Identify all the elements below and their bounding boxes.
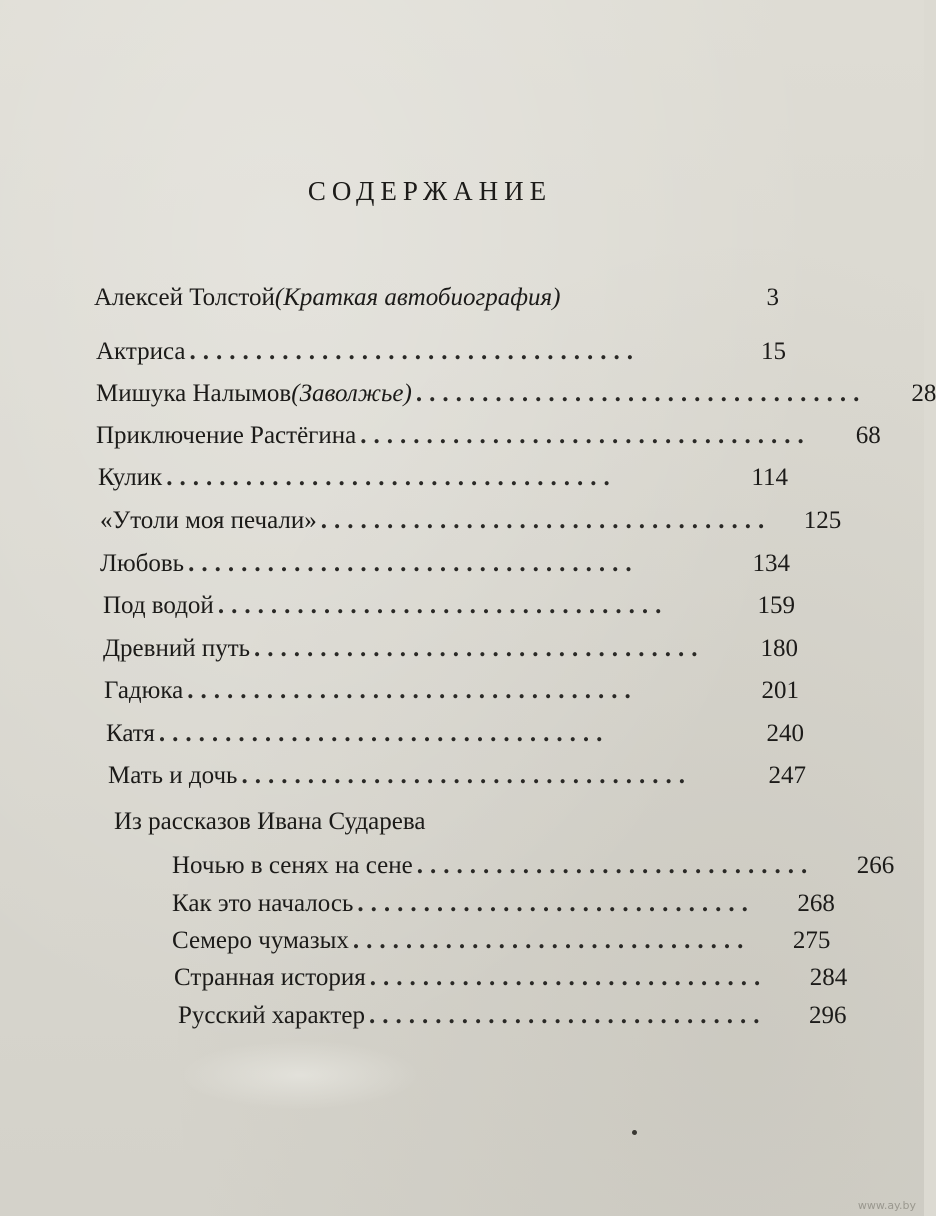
page-number: 247 — [768, 762, 806, 789]
page-number: 159 — [757, 592, 795, 619]
dot-leader: .............................. — [416, 852, 815, 879]
dot-leader: .................................. — [187, 677, 638, 704]
page-number: 268 — [797, 890, 835, 917]
toc-entry — [106, 720, 804, 754]
dot-leader: .................................. — [360, 422, 811, 449]
toc-entry — [96, 380, 936, 414]
entry-title: Гадюка — [104, 677, 184, 704]
dot-leader: .............................. — [352, 927, 751, 954]
entry-title: Семеро чумазых — [172, 927, 349, 954]
page-number: 284 — [809, 964, 848, 991]
page-number: 266 — [856, 852, 895, 879]
page-number: 68 — [855, 422, 881, 449]
toc-subentry — [172, 927, 831, 961]
toc-subentry — [172, 890, 835, 924]
entry-title: Катя — [106, 720, 155, 747]
entry-title: Странная история — [174, 964, 366, 991]
entry-title: Древний путь — [103, 635, 251, 662]
toc-entry — [103, 592, 795, 626]
toc-subentry — [172, 852, 895, 886]
dot-leader: .................................. — [166, 464, 617, 491]
entry-title: Приключение Растёгина — [96, 422, 357, 449]
entry-subtitle: (Заволжье) — [291, 380, 412, 407]
page-number: 15 — [761, 338, 786, 365]
entry-title: «Утоли моя печали» — [100, 507, 317, 534]
toc-entry — [96, 338, 786, 372]
page-number: 275 — [792, 927, 831, 954]
page-number: 180 — [760, 635, 798, 662]
printing-speck — [632, 1130, 637, 1135]
page-number: 296 — [808, 1002, 847, 1029]
dot-leader: .................................. — [415, 380, 867, 407]
toc-entry — [100, 507, 842, 541]
dot-leader: .................................. — [320, 507, 772, 534]
dot-leader: .............................. — [369, 964, 768, 991]
page-number: 240 — [766, 720, 804, 747]
entry-title: Мать и дочь — [108, 762, 238, 789]
dot-leader: .............................. — [368, 1002, 767, 1029]
dot-leader: .................................. — [189, 338, 640, 365]
section-heading: Из рассказов Ивана Сударева — [114, 808, 426, 835]
page-number: 125 — [803, 507, 842, 534]
dot-leader: .................................. — [158, 720, 610, 747]
toc-subentry — [178, 1002, 847, 1036]
toc-subentry — [174, 964, 848, 998]
page-title: СОДЕРЖАНИЕ — [307, 176, 553, 206]
toc-entry — [108, 762, 806, 796]
dot-leader: .................................. — [188, 550, 639, 577]
entry-title: Как это началось — [172, 890, 354, 917]
page-number: 114 — [751, 464, 788, 491]
entry-subtitle: (Краткая автобиография) — [274, 284, 561, 311]
dot-leader: .............................. — [357, 890, 755, 917]
page-number: 3 — [766, 284, 779, 311]
entry-title: Мишука Налымов — [96, 380, 292, 407]
entry-title: Любовь — [100, 550, 185, 577]
dot-leader: .................................. — [241, 762, 692, 789]
entry-title: Ночью в сенях на сене — [172, 852, 413, 879]
entry-title: Русский характер — [178, 1002, 365, 1029]
entry-title: Актриса — [96, 338, 186, 365]
toc-entry — [96, 422, 881, 456]
page-number: 28 — [911, 380, 936, 407]
page-number: 201 — [761, 677, 799, 704]
entry-title: Алексей Толстой — [94, 284, 275, 311]
dot-leader: .................................. — [217, 592, 669, 619]
toc-entry — [98, 464, 788, 498]
dot-leader: .................................. — [254, 635, 705, 662]
toc-entry — [94, 284, 779, 318]
page-number: 134 — [752, 550, 790, 577]
toc-entry — [103, 635, 798, 669]
watermark: www.ay.by — [857, 1199, 916, 1212]
toc-entry — [100, 550, 790, 584]
toc-entry — [104, 677, 799, 711]
entry-title: Под водой — [103, 592, 214, 619]
entry-title: Кулик — [98, 464, 163, 491]
